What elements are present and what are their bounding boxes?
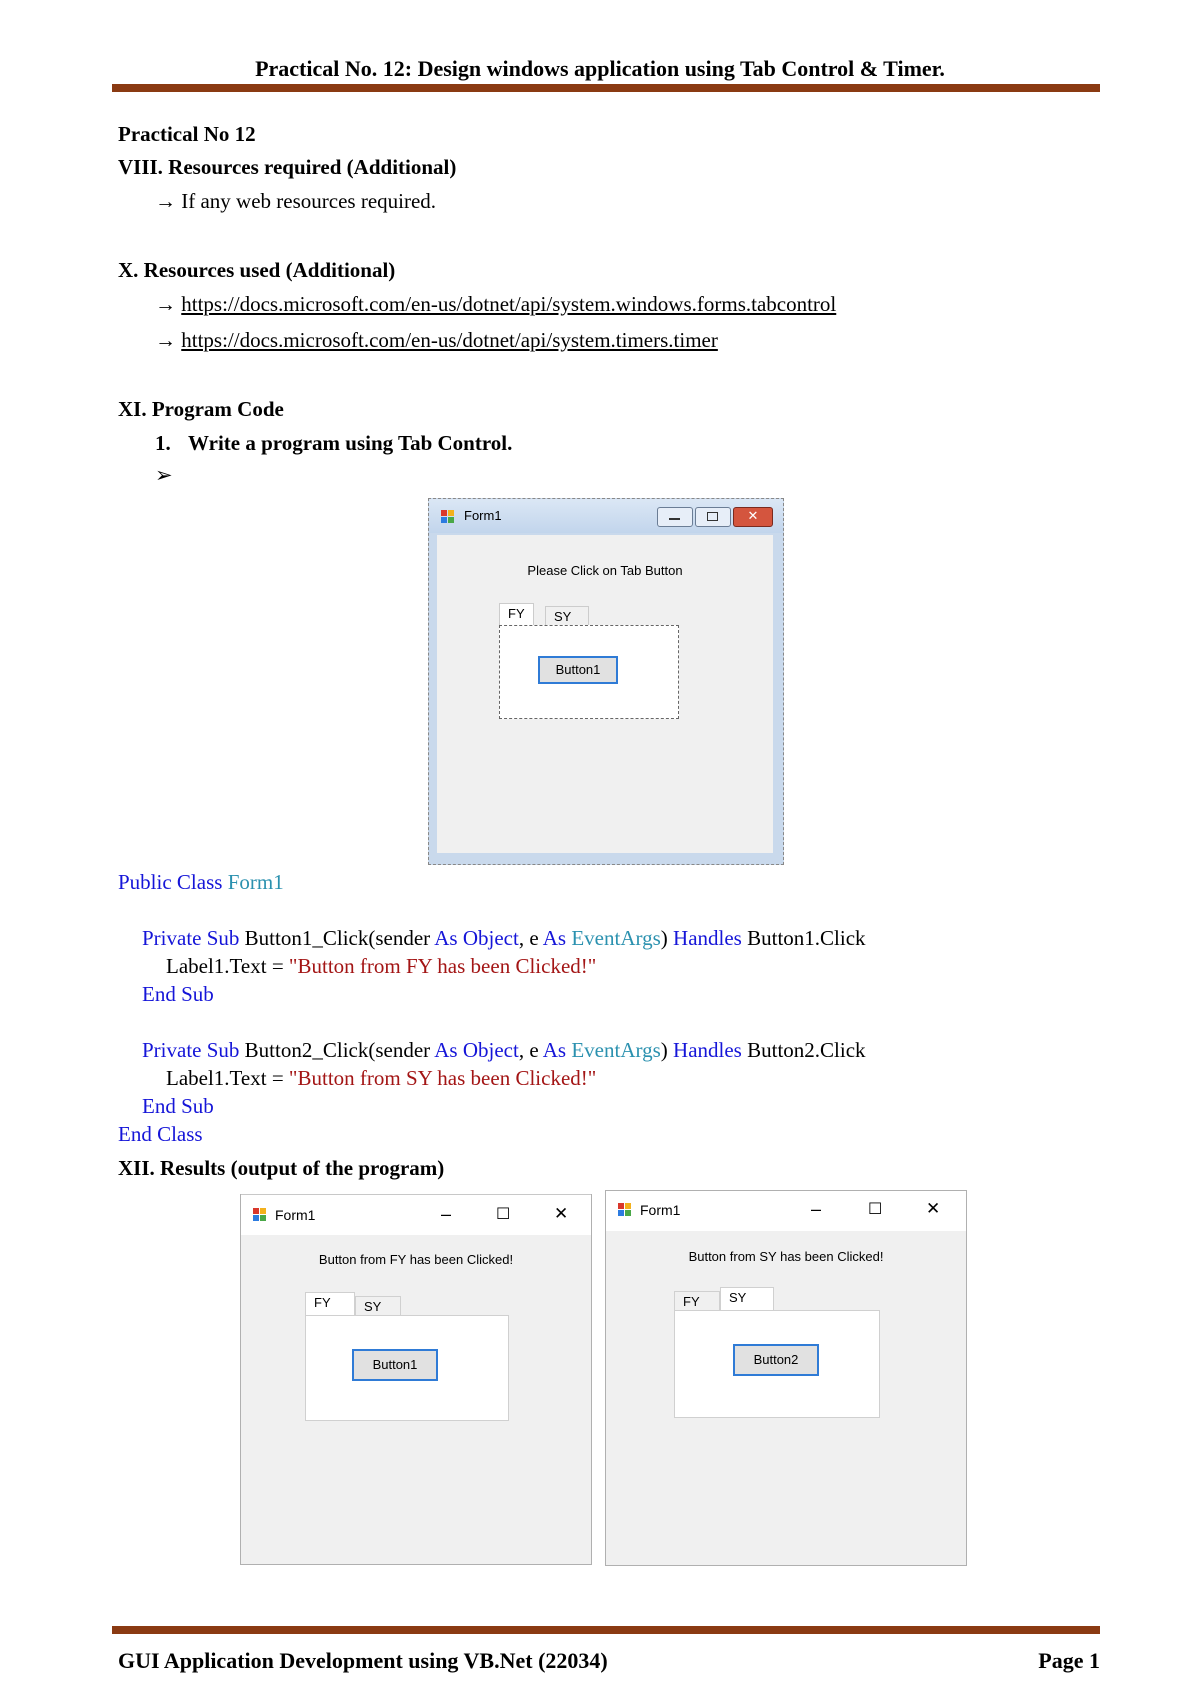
code-text: , e: [518, 926, 543, 950]
code-keyword: As: [434, 926, 463, 950]
arrow-icon: →: [155, 328, 176, 352]
button1[interactable]: Button1: [352, 1349, 438, 1381]
section-xi-item: [155, 431, 512, 456]
output-form-2-title: Form1: [640, 1202, 681, 1218]
code-sub2-end: End Sub: [142, 1094, 214, 1118]
item-text: Write a program using Tab Control.: [188, 431, 513, 455]
code-string: "Button from FY has been Clicked!": [288, 954, 597, 978]
design-tab-page: [499, 625, 679, 719]
design-form-window: [428, 498, 784, 865]
code-keyword: Public Class: [118, 870, 228, 894]
footer-page-number: Page 1: [1038, 1648, 1100, 1673]
code-type: EventArgs: [571, 1038, 661, 1062]
tab-sy[interactable]: SY: [545, 606, 589, 625]
app-icon: [441, 510, 455, 524]
resource-link-1: [155, 292, 836, 317]
code-keyword: Private Sub: [142, 1038, 245, 1062]
output-form-2-titlebar: [606, 1191, 966, 1231]
maximize-icon: [707, 512, 718, 521]
close-button[interactable]: [733, 507, 773, 527]
design-form-label: Please Click on Tab Button: [527, 563, 683, 578]
code-sub1-signature: [142, 926, 866, 951]
code-sub1-body: [166, 954, 596, 979]
page-header-title: Practical No. 12: Design windows application using Tab Control & Timer.: [255, 56, 945, 81]
output-form-2-tab-page: [674, 1310, 880, 1418]
footer-rule: [112, 1626, 1100, 1634]
tab-sy[interactable]: SY: [720, 1287, 774, 1311]
resource-link-2: [155, 328, 718, 353]
code-text: ): [660, 1038, 674, 1062]
code-sub2-signature: [142, 1038, 866, 1063]
code-type: EventArgs: [571, 926, 661, 950]
output-form-1-tab-page: [305, 1315, 509, 1421]
code-sub1-end: End Sub: [142, 982, 214, 1006]
design-form-client: [437, 535, 773, 853]
button2[interactable]: Button2: [733, 1344, 819, 1376]
tab-fy[interactable]: FY: [674, 1291, 720, 1311]
code-text: ): [660, 926, 674, 950]
design-form-title: Form1: [464, 508, 502, 523]
arrow-icon: →: [155, 189, 176, 213]
code-keyword: As: [542, 926, 572, 950]
maximize-icon[interactable]: ☐: [868, 1201, 883, 1218]
output-form-1: [240, 1194, 592, 1565]
tab-sy[interactable]: SY: [355, 1296, 401, 1316]
code-keyword: Handles: [673, 1038, 748, 1062]
tabcontrol-link[interactable]: https://docs.microsoft.com/en-us/dotnet/api/system.windows.forms.tabcontrol: [181, 292, 837, 316]
code-text: , e: [518, 1038, 543, 1062]
close-icon: ✕: [747, 509, 759, 524]
practical-heading: Practical No 12: [118, 122, 256, 146]
section-x-heading: X. Resources used (Additional): [118, 258, 396, 282]
app-icon: [253, 1208, 267, 1222]
footer-course: GUI Application Development using VB.Net (22034): [118, 1648, 608, 1673]
section-xii-heading: XII. Results (output of the program): [118, 1156, 445, 1180]
code-keyword: Object: [462, 926, 519, 950]
section-viii-item-text: If any web resources required.: [181, 189, 437, 213]
code-keyword: As: [542, 1038, 572, 1062]
code-text: Button1_Click(sender: [244, 926, 435, 950]
code-type: Form1: [227, 870, 284, 894]
close-icon[interactable]: ✕: [926, 1199, 941, 1218]
section-xi-heading: XI. Program Code: [118, 397, 284, 421]
maximize-button[interactable]: [695, 507, 731, 527]
code-keyword: Handles: [673, 926, 748, 950]
arrow-icon: →: [155, 292, 176, 316]
code-text: Button1.Click: [747, 926, 866, 950]
code-text: Button2.Click: [747, 1038, 866, 1062]
design-button1[interactable]: Button1: [538, 656, 618, 684]
code-line-class: [118, 870, 284, 895]
maximize-icon[interactable]: ☐: [496, 1206, 511, 1223]
section-viii-heading: VIII. Resources required (Additional): [118, 155, 457, 179]
output-form-2: [605, 1190, 967, 1566]
code-text: Button2_Click(sender: [244, 1038, 435, 1062]
code-text: Label1.Text =: [166, 954, 289, 978]
item-number: 1.: [155, 431, 171, 455]
tab-fy[interactable]: FY: [499, 603, 534, 625]
bullet-arrow-icon: ➢: [155, 463, 173, 487]
code-string: "Button from SY has been Clicked!": [288, 1066, 597, 1090]
output-form-1-titlebar: [241, 1194, 591, 1235]
minimize-icon: [669, 518, 680, 520]
minimize-icon[interactable]: –: [811, 1199, 822, 1219]
design-form-titlebar: [429, 499, 783, 533]
code-sub2-body: [166, 1066, 596, 1091]
output-form-1-title: Form1: [275, 1207, 316, 1223]
code-end-class: End Class: [118, 1122, 203, 1146]
section-viii-item: [155, 189, 436, 214]
output-form-1-label: Button from FY has been Clicked!: [318, 1252, 514, 1267]
header-rule: [112, 84, 1100, 92]
app-icon: [618, 1203, 632, 1217]
code-keyword: As: [434, 1038, 463, 1062]
tab-fy[interactable]: FY: [305, 1292, 355, 1316]
code-text: Label1.Text =: [166, 1066, 289, 1090]
close-icon[interactable]: ✕: [554, 1204, 569, 1223]
minimize-icon[interactable]: –: [441, 1204, 452, 1224]
output-form-2-label: Button from SY has been Clicked!: [688, 1249, 884, 1264]
timer-link[interactable]: https://docs.microsoft.com/en-us/dotnet/api/system.timers.timer: [181, 328, 718, 352]
code-keyword: Private Sub: [142, 926, 245, 950]
code-keyword: Object: [462, 1038, 519, 1062]
minimize-button[interactable]: [657, 507, 693, 527]
